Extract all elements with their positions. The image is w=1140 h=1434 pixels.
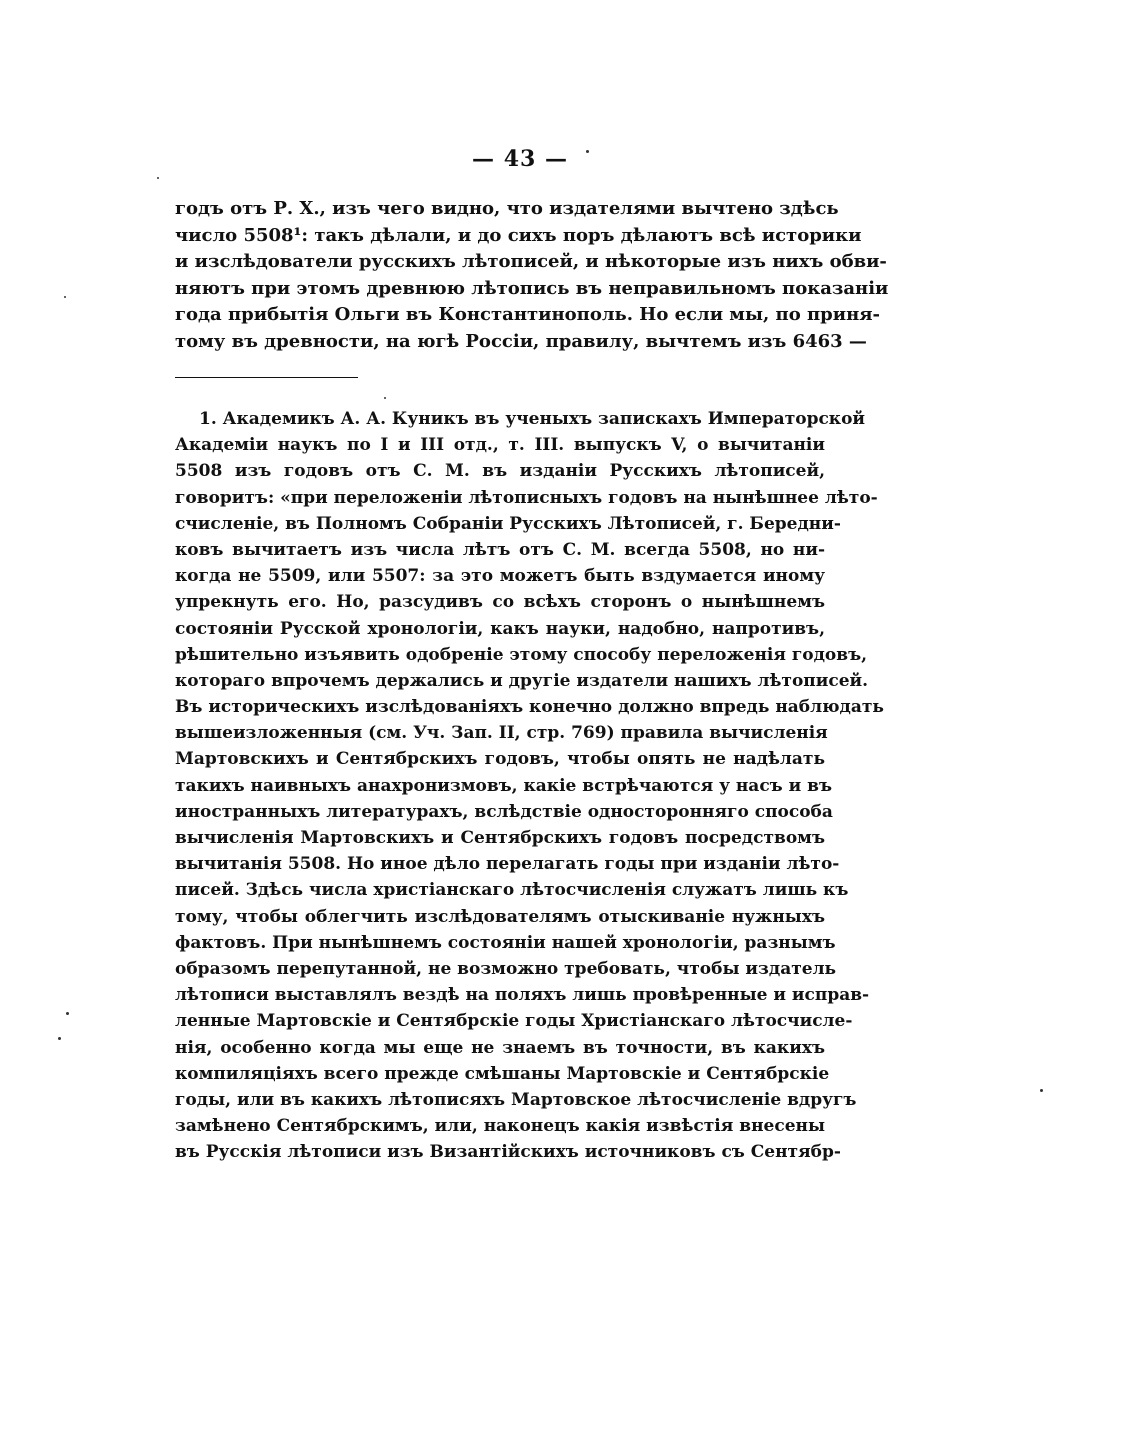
footnote-line: лѣтописи выставлялъ вездѣ на поляхъ лишь провѣренные и исправ- [175, 985, 870, 1006]
main-line: няютъ при этомъ древнюю лѣтопись въ неправильномъ показаніи [175, 277, 889, 299]
scan-speck [1040, 1089, 1043, 1092]
footnote-line: писей. Здѣсь числа христіанскаго лѣтосчисленія служатъ лишь къ [175, 880, 849, 901]
main-line: и изслѣдователи русскихъ лѣтописей, и нѣкоторые изъ нихъ обви- [175, 251, 887, 273]
footnote-line: иностранныхъ литературахъ, вслѣдствіе односторонняго способа [175, 801, 833, 822]
footnote-line: годы, или въ какихъ лѣтописяхъ Мартовское лѣтосчисленіе вдругъ [175, 1089, 857, 1110]
footnote-line: тому, чтобы облегчить изслѣдователямъ отыскиваніе нужныхъ [175, 906, 825, 927]
scan-speck [586, 150, 589, 153]
footnote-line: ковъ вычитаетъ изъ числа лѣтъ отъ С. М. всегда 5508, но ни- [175, 539, 825, 560]
footnote-line: счисленіе, въ Полномъ Собраніи Русскихъ Лѣтописей, г. Бередни- [175, 513, 841, 534]
footnote-line: говоритъ: «при переложеніи лѣтописныхъ годовъ на нынѣшнее лѣто- [175, 487, 878, 508]
footnote-line: нія, особенно когда мы еще не знаемъ въ точности, въ какихъ [175, 1037, 825, 1058]
footnote-line: образомъ перепутанной, не возможно требовать, чтобы издатель [175, 958, 837, 979]
footnote-line: Мартовскихъ и Сентябрскихъ годовъ, чтобы опять не надѣлать [175, 749, 825, 770]
footnote-line: компиляціяхъ всего прежде смѣшаны Мартовскіе и Сентябрскіе [175, 1063, 830, 1084]
footnote-line: вычисленія Мартовскихъ и Сентябрскихъ годовъ посредствомъ [175, 828, 825, 848]
footnote-line: такихъ наивныхъ анахронизмовъ, какіе встрѣчаются у насъ и въ [175, 775, 833, 796]
footnote-line: замѣнено Сентябрскимъ, или, наконецъ какія извѣстія внесены [175, 1116, 825, 1137]
footnote-line: 1. Академикъ А. А. Куникъ въ ученыхъ запискахъ Императорской [199, 409, 866, 429]
scan-speck [157, 177, 159, 179]
main-line: года прибытія Ольги въ Константинополь. Но если мы, по приня- [175, 304, 881, 326]
footnote-line: ленные Мартовскіе и Сентябрскіе годы Христіанскаго лѣтосчисле- [175, 1011, 853, 1032]
footnote-line: фактовъ. При нынѣшнемъ состояніи нашей хронологіи, разнымъ [175, 932, 836, 953]
main-line: число 5508¹: такъ дѣлали, и до сихъ поръ дѣлаютъ всѣ историки [175, 224, 862, 246]
footnote-line: 5508 изъ годовъ отъ С. М. въ изданіи Русскихъ лѣтописей, [175, 461, 825, 482]
footnote-line: вычитанія 5508. Но иное дѣло перелагать годы при изданіи лѣто- [175, 854, 840, 875]
main-text [175, 196, 889, 356]
footnote-line: Академіи наукъ по I и III отд., т. III. выпускъ V, о вычитаніи [175, 435, 825, 456]
footnote-line: котораго впрочемъ держались и другіе издатели нашихъ лѣтописей. [175, 670, 869, 691]
footnote-line: упрекнуть его. Но, разсудивъ со всѣхъ сторонъ о нынѣшнемъ [175, 592, 825, 613]
footnote-line: вышеизложенныя (см. Уч. Зап. II, стр. 769) правила вычисленія [175, 723, 828, 744]
scan-speck [58, 1037, 61, 1040]
footnote-line: рѣшительно изъявить одобреніе этому способу переложенія годовъ, [175, 644, 868, 665]
scan-speck [384, 397, 386, 399]
page-number: — 43 — [472, 146, 568, 172]
main-line: годъ отъ Р. Х., изъ чего видно, что издателями вычтено здѣсь [175, 198, 839, 219]
footnote-separator [175, 377, 358, 378]
footnote [175, 406, 884, 1165]
main-line: тому въ древности, на югѣ Россіи, правилу, вычтемъ изъ 6463 — [175, 330, 867, 352]
scan-speck [66, 1012, 69, 1015]
footnote-line: когда не 5509, или 5507: за это можетъ быть вздумается иному [175, 566, 825, 587]
footnote-line: Въ историческихъ изслѣдованіяхъ конечно должно впредь наблюдать [175, 697, 884, 718]
footnote-line: состояніи Русской хронологіи, какъ науки, надобно, напротивъ, [175, 618, 825, 639]
footnote-line: въ Русскія лѣтописи изъ Византійскихъ источниковъ съ Сентябр- [175, 1142, 841, 1163]
scan-speck [64, 296, 66, 298]
